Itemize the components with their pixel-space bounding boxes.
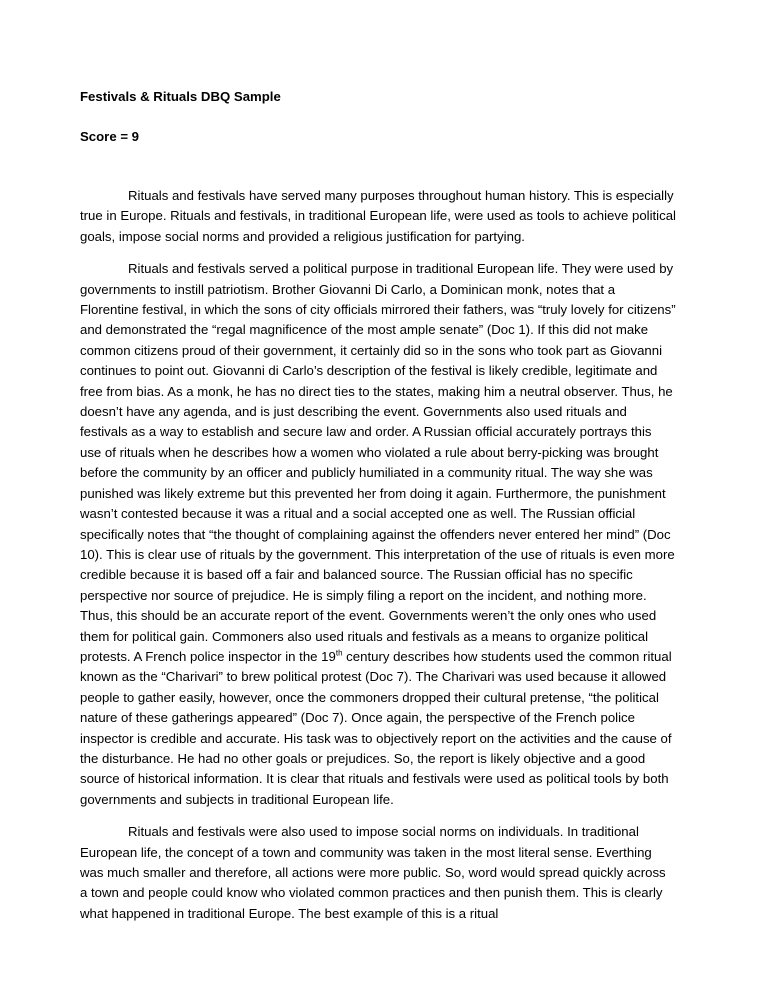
paragraph-social-norms: Rituals and festivals were also used to impose social norms on individuals. In traditional European life, the concept of a town and community was taken in the most literal sense. Everthing was much smaller and therefore, all actions were more public. So, word would spread quickly across a town and people could know who violated common practices and then punish them. This is clearly what happened in traditional Europe. The best example of this is a ritual [80, 824, 666, 921]
paragraph-political-text: Rituals and festivals served a political purpose in traditional European life. They were used by governments to instill patriotism. Brother Giovanni Di Carlo, a Dominican monk, notes that a Florentine festival, in which the sons of city officials mirrored their fathers, was “truly lovely for citizens” and demonstrated the “regal magnificence of the most ample senate” (Doc 1). If this did not make common citizens proud of their government, it certainly did so in the sons who took part as Giovanni continues to point out. Giovanni di Carlo’s description of the festival is likely credible, legitimate and free from bias. As a monk, he has no direct ties to the states, making him a neutral observer. Thus, he doesn’t have any agenda, and is just describing the event. Governments also used rituals and festivals as a way to establish and secure law and order. A Russian official accurately portrays this use of rituals when he describes how a women who violated a rule about berry-picking was brought before the community by an officer and publicly humiliated in a community ritual. The way she was punished was likely extreme but this prevented her from doing it again. Furthermore, the punishment wasn’t contested because it was a ritual and a social accepted one as well. The Russian official specifically notes that “the thought of complaining against the offenders never entered her mind” (Doc 10). This is clear use of rituals by the government. This interpretation of the use of rituals is even more credible because it is based off a fair and balanced source. The Russian official has no specific perspective nor source of prejudice. He is simply filing a report on the incident, and nothing more. Thus, this should be an accurate report of the event. Governments weren’t the only ones who used them for political gain. Commoners also used rituals and festivals as a means to organize political protests. A French police inspector in the 19 [80, 261, 676, 664]
superscript-th: th [335, 648, 343, 658]
document-score: Score = 9 [80, 129, 140, 144]
document-title: Festivals & Rituals DBQ Sample [80, 89, 281, 104]
paragraph-political-tail: century describes how students used the common ritual known as the “Charivari” to brew political protest (Doc 7). The Charivari was used because it allowed people to gather easily, however, once the commoners dropped their cultural pretense, “the political nature of these gatherings appeared” (Doc 7). Once again, the perspective of the French police inspector is credible and accurate. His task was to objectively report on the activities and the cause of the disturbance. He had no other goals or prejudices. So, the report is likely objective and a good source of historical information. It is clear that rituals and festivals were used as political tools by both governments and subjects in traditional European life. [80, 648, 672, 807]
paragraph-political [80, 259, 676, 810]
paragraph-intro: Rituals and festivals have served many purposes throughout human history. This is especially true in Europe. Rituals and festivals, in traditional European life, were used as tools to achieve political goals, impose social norms and provided a religious justification for partying. [80, 188, 676, 244]
